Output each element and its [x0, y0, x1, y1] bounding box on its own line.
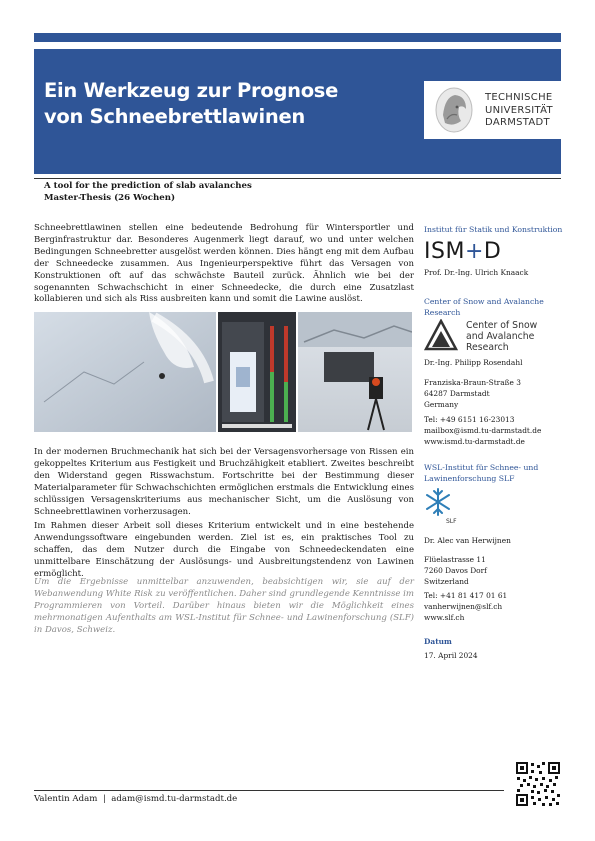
mountain-triangle-icon	[424, 319, 458, 351]
application-paragraph: Um die Ergebnisse unmittelbar anzuwenden, beabsichtigen wir, sie auf der Webanwendung White Risk zu veröffentlichen. Daher sind grundlegende Kenntnisse im Programmieren von Vorteil. Darüber hinaus bieten wir die Möglichkeit eines mehrmonatigen Aufenthalts am WSL-Institut für Schnee- und Lawinenforschung (SLF) in Davos, Schweiz.	[34, 577, 414, 635]
software-screenshot	[218, 312, 296, 432]
qr-code-icon[interactable]	[515, 761, 561, 807]
address-line: 64287 Darmstadt	[424, 388, 490, 398]
footer-separator: |	[102, 794, 106, 804]
email-link[interactable]: vanherwijnen@slf.ch	[424, 601, 503, 611]
website-link[interactable]: www.ismd.tu-darmstadt.de	[424, 436, 525, 446]
footer-author	[34, 794, 237, 804]
address-line: Franziska-Braun-Straße 3	[424, 378, 521, 387]
center-heading: Center of Snow and Avalanche Research	[424, 297, 544, 317]
phone: Tel: +49 6151 16-23013	[424, 415, 515, 424]
page-title	[44, 78, 374, 130]
date-value: 17. April 2024	[424, 651, 478, 660]
athena-emblem-icon	[433, 85, 475, 135]
logo-line: Center of Snow	[466, 320, 538, 331]
subtitle-divider	[34, 178, 561, 179]
ismd-logo-main: ISM	[424, 239, 465, 264]
date-label: Datum	[424, 637, 452, 646]
subtitle-block	[44, 181, 252, 204]
goal-paragraph: Im Rahmen dieser Arbeit soll dieses Kriterium entwickelt und in eine bestehende Anwendungssoftware eingebunden werden. Ziel ist es, ein praktisches Tool zu schaffen, das dem Nutzer durch die Eingabe von Schneedeckendaten eine unmittelbare Einschätzung der Auslösungs- und Ausbreitungstendenz von Lawinen ermöglicht.	[34, 521, 414, 579]
field-test-photo	[298, 312, 412, 432]
address-line: Germany	[424, 399, 459, 409]
institute-heading: Institut für Statik und Konstruktion	[424, 225, 563, 234]
title-line-2: von Schneebrettlawinen	[44, 105, 305, 128]
website-link[interactable]: www.slf.ch	[424, 612, 465, 622]
researcher-name: Dr. Alec van Herwijnen	[424, 536, 511, 545]
wsl-address-block	[424, 555, 564, 587]
wsl-contact-block	[424, 591, 564, 623]
address-line: Flüelastrasse 11	[424, 555, 486, 564]
ismd-logo-end: D	[483, 239, 502, 264]
top-accent-bar	[34, 33, 561, 42]
logo-line: DARMSTADT	[485, 117, 550, 128]
wsl-logo-text: SLF	[446, 518, 457, 525]
author-name: Valentin Adam	[34, 794, 98, 804]
snowflake-icon	[424, 485, 458, 525]
avalanche-photo	[34, 312, 216, 432]
logo-line: UNIVERSITÄT	[485, 104, 553, 116]
professor-name: Prof. Dr.-Ing. Ulrich Knaack	[424, 268, 529, 277]
title-line-1: Ein Werkzeug zur Prognose	[44, 79, 339, 102]
fracture-mechanics-paragraph: In der modernen Bruchmechanik hat sich bei der Versagensvorhersage von Rissen ein gekoppeltes Kriterium aus Festigkeit und Bruchzähigkeit etabliert. Zweites beschreibt den Widerstand gegen Risswachstum. Fortschritte bei der Bestimmung dieser Materialparameter für Schwachschichten ermöglichen erstmals die Entwicklung eines schlüssigen Versagenskriteriums aus mechanischer Sicht, um die Auslösung von Schneebrettlawinen vorherzusagen.	[34, 447, 414, 517]
contact-block	[424, 415, 564, 447]
wsl-heading: WSL-Institut für Schnee- und Lawinenforschung SLF	[424, 463, 539, 483]
logo-line: and Avalanche	[466, 331, 535, 342]
center-logo-text	[466, 320, 537, 353]
address-line: 7260 Davos Dorf	[424, 565, 487, 575]
footer-divider	[34, 790, 504, 791]
email-link[interactable]: mailbox@ismd.tu-darmstadt.de	[424, 425, 542, 435]
tu-darmstadt-wordmark	[485, 92, 561, 130]
logo-line: Research	[466, 342, 509, 353]
ismd-logo-plus: +	[464, 239, 484, 264]
supervisor-name: Dr.-Ing. Philipp Rosendahl	[424, 358, 523, 367]
phone: Tel: +41 81 417 01 61	[424, 591, 508, 600]
thesis-type: Master-Thesis (26 Wochen)	[44, 192, 176, 203]
english-title: A tool for the prediction of slab avalanches	[44, 181, 252, 191]
author-email-link[interactable]: adam@ismd.tu-darmstadt.de	[111, 794, 238, 804]
logo-line: TECHNISCHE	[485, 92, 553, 103]
illustration-photos	[34, 312, 412, 432]
ismd-logo	[424, 239, 501, 264]
address-block	[424, 378, 564, 410]
address-line: Switzerland	[424, 576, 469, 586]
intro-paragraph: Schneebrettlawinen stellen eine bedeutende Bedrohung für Wintersportler und Berginfrastruktur dar. Besonderes Augenmerk liegt darauf, wo und unter welchen Bedingungen Schneebretter ausgelöst werden können. Dies hängt eng mit dem Aufbau der Schneedecke zusammen. Aus Ingenieurperspektive führt das Versagen von Konstruktionen oft auf das schwächste Bauteil zurück. Ähnlich wie bei der sogenannten Schwachschicht in einer Schneedecke, die durch eine Zusatzlast kollabieren und sich als Riss ausbreiten kann und somit die Lawine auslöst.	[34, 223, 414, 305]
